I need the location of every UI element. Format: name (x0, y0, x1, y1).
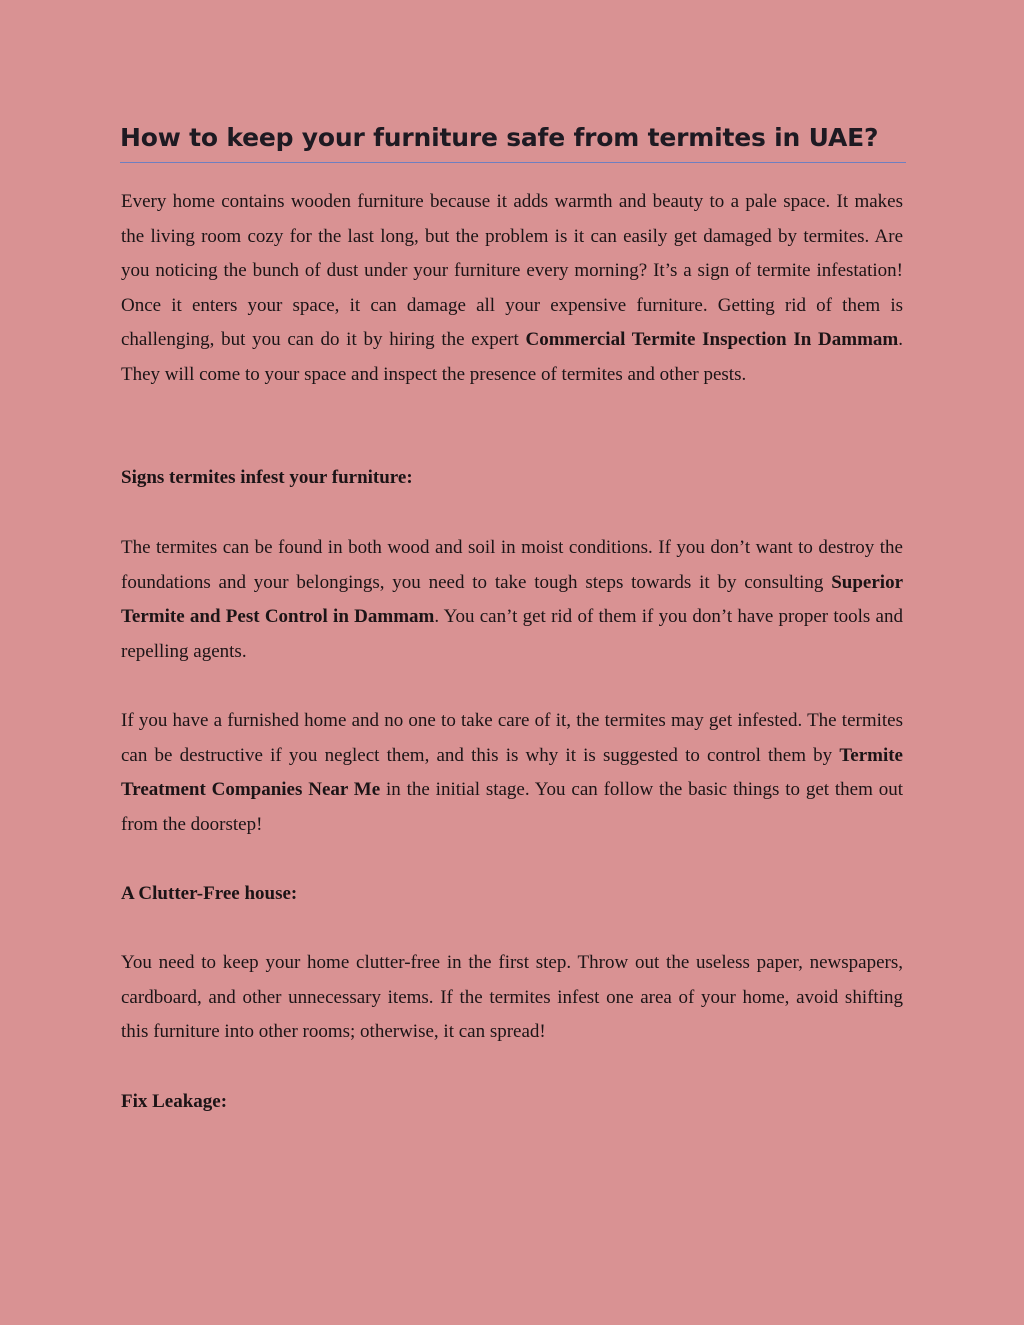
keyword-superior-termite-pest-control: Superior Termite and Pest Control in Dammam (121, 571, 903, 628)
intro-paragraph (121, 185, 903, 393)
signs-p2-text-end: in the initial stage. You can follow the basic things to get them out from the doorstep! (121, 779, 903, 835)
intro-text-start: Every home contains wooden furniture because it adds warmth and beauty to a pale space. It makes the living room cozy for the last long, but the problem is it can easily get damaged by termites. Are you noticing the bunch of dust under your furniture every morning? It’s a sign of termite infestation! Once it enters your space, it can damage all your expensive furniture. Getting rid of them is challenging, but you can do it by hiring the expert (121, 191, 903, 351)
signs-paragraph-1 (121, 531, 903, 669)
intro-text-end: . They will come to your space and inspect the presence of termites and other pests. (121, 329, 903, 385)
signs-p1-text-start: The termites can be found in both wood and soil in moist conditions. If you don’t want to destroy the foundations and your belongings, you need to take tough steps towards it by consulting (121, 537, 903, 593)
heading-fix-leakage: Fix Leakage: (121, 1091, 228, 1112)
keyword-commercial-termite-inspection: Commercial Termite Inspection In Dammam (525, 329, 899, 351)
signs-paragraph-2 (121, 704, 903, 842)
keyword-termite-treatment-companies: Termite Treatment Companies Near Me (121, 744, 903, 801)
clutter-paragraph: You need to keep your home clutter-free in the first step. Throw out the useless paper, newspapers, cardboard, and other unnecessary items. If the termites infest one area of your home, avoid shifting this furniture into other rooms; otherwise, it can spread! (121, 952, 903, 1043)
title-underline-divider (120, 162, 906, 163)
signs-p1-text-end: . You can’t get rid of them if you don’t have proper tools and repelling agents. (121, 606, 903, 662)
page-title: How to keep your furniture safe from termites in UAE? (120, 123, 879, 152)
signs-p2-text-start: If you have a furnished home and no one to take care of it, the termites may get infested. The termites can be destructive if you neglect them, and this is why it is suggested to control them by (121, 710, 903, 766)
heading-clutter-free-house: A Clutter-Free house: (121, 883, 298, 904)
heading-signs-termites: Signs termites infest your furniture: (121, 467, 413, 488)
